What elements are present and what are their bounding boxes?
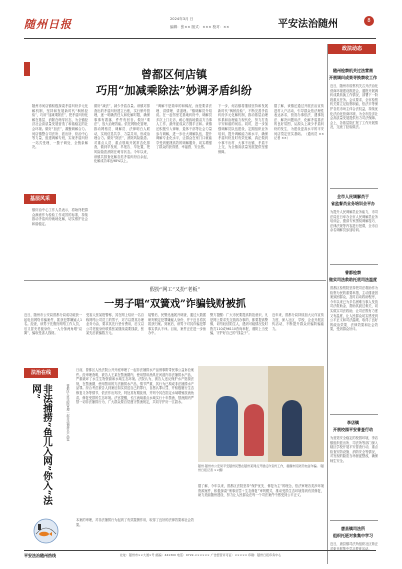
column-divider [327, 44, 328, 564]
fishing-illustration [24, 516, 68, 546]
left-feature-section-label: 法治在线 [24, 368, 58, 378]
photo-caption: 随州·随州市公安局平安随州民警在随州某网点开展反诈宣传工作，提醒市民防范电信诈骗。（随州日报记者 ××摄） [198, 464, 324, 472]
second-story-col-2: 受害人张某报警称，其在网上结识一名自称网络公司员工的男子，对方以帮其办理业务为由，要求其先行垫付费用，后又以公司老板身份联系张某继续索要钱款，张某先后被骗数万元。 [86, 313, 144, 336]
right-column [330, 42, 378, 562]
right-item-5-body: 近日，唐县镇司法所组织社区矫正对象开展集中学习教育活动。 [330, 542, 378, 551]
right-item-3-headline-1: 曾都检察 [345, 270, 361, 275]
section-divider [24, 280, 326, 281]
right-item-1-body: 近日，随州市检察机关召开法治化营商环境建设推进会，通报开展调纠成果转换工作情况，部署下一阶段重点任务。会议要求，全市检察机关要立足检察职能，依法平等保护各类市场主体合法权益，持续优化法治化营商环境，为全市经济社会高质量发展提供有力司法保障。会上，各基层院汇报了工作开展情况，交流了经验做法。 [330, 84, 378, 130]
second-story-col-4: 警方提醒：广大市民要提高防范意识，凡是网上要求先交钱再办事的，都要提高警惕，切勿轻信陌生人，遇到可疑情况及时拨打110或96110咨询举报，谨防上当受骗，守护好自己的“钱袋子”。 [210, 313, 268, 336]
right-item-2-body: 为提升人民调解员业务能力，市司法局近日举办全市人民调解员业务培训会，邀请专家围绕调解技巧、法律法规等内容进行授课，全市百余名调解员参加培训。 [330, 210, 378, 233]
top-story-col-1: 随州市何店镇积极探索矛盾纠纷多元化解机制，坚持和发展新时代“枫桥经验”，巧用“加减乘除法”，把矛盾纠纷化解在基层、消除在萌芽状态，为全镇经济社会高质量发展营造了和谐稳定的社会环境。做好“加法”，凝聚调解合力。何店镇整合司法所、派出所、综治中心等力量，组建调解专班，实现矛盾纠纷一站式受理、一揽子调处、全链条解决。 [32, 104, 88, 150]
top-story-section-label: 基层风采 [24, 194, 56, 204]
right-item-2-headline-2: 省监督员业务培训会平办 [331, 201, 375, 206]
right-item-1-headline-2: 开展调纠成果寻换察收工作 [329, 75, 377, 80]
right-divider-3 [330, 414, 378, 415]
top-story-headline-1: 曾都区何店镇 [141, 68, 207, 81]
photo-person-1 [216, 396, 238, 456]
right-divider-4 [330, 520, 378, 521]
left-feature-body-2: 本案的审理，对非法捕捞行为起到了有效震慑作用，取得了良好的法律效果和社会效果。 [76, 518, 194, 527]
footer-title: 平安法治随州热线 [24, 553, 56, 558]
right-item-1-headline-1: 随州检察机关过法营商 [333, 68, 373, 73]
page-number-badge [364, 16, 374, 26]
newspaper-logo: 随州日报 [24, 18, 72, 31]
second-story-col-5: 近年来，曾都分局持续加大反诈宣传力度，深入社区、学校、企业开展宣传活动，不断提升群众识骗防骗能力。 [272, 313, 324, 331]
top-story-col-4: 下一步，何店镇将继续坚持和发展新时代“枫桥经验”，不断完善矛盾纠纷多元化解机制，推动基层治理体系和治理能力现代化，努力打造平安和谐的何店。同时，进一步加强调解员队伍建设，定期组织业务培训，提升调解能力和水平，确保矛盾纠纷及时有效化解，真正做到小事不出村、大事不出镇、矛盾不上交，为全镇高质量发展提供坚强保障。 [218, 104, 268, 154]
right-divider-2 [330, 264, 378, 265]
right-item-5-headline-1: 唐县镇司法所 [341, 526, 365, 531]
left-feature-body-3: 据了解，今年以来，曾都区法院坚持“保护优先、修复为主”的理念，依法审理各类涉环境资源案件，积极探索“刑事惩罚＋生态修复”审判模式，推动受损生态环境得到有效修复，助力美丽随州建设，努力让人民群众在每一个司法案件中感受到公平正义。 [198, 484, 324, 498]
right-divider-1 [330, 188, 378, 189]
right-item-4-body: 为营造安全稳定的校园环境，李店镇组织派出所、司法所等部门深入辖区学校开展平安普查行动，重点检查安防设施、消防安全等情况，对发现的隐患当场督促整改，确保师生安全。 [330, 436, 378, 463]
top-story-col-2: 做好“减法”，减少矛盾存量。该镇对排查出的矛盾纠纷建立台账，实行销号管理，逐一明确责任人和化解时限，确保事事有着落、件件有回音。做好“乘法”，放大治理效能。依托网格化管理，推动网格员、调解员、法律明白人联动，实现信息共享、力量共用，形成治理合力。做好“除法”，消除风险隐患。对重点人员、重点领域开展常态化排查，做到早发现、早报告、早处置，把风险隐患消除在萌芽状态。今年以来，该镇共排查化解各类矛盾纠纷百余起，化解成功率达98%以上。 [94, 104, 150, 164]
right-section-label: 政法动态 [328, 44, 376, 54]
top-story-col-1b: 镇综治中心工作人员表示，将始终把群众满意作为检验工作成效的标准，持续推动矛盾纠纷就地化解，切实维护社会和谐稳定。 [32, 208, 88, 226]
photo-person-2 [244, 404, 264, 456]
masthead-rule [24, 38, 376, 39]
top-story-col-5: 据了解，该镇还通过开展法治宣传进村入户活动，引导群众依法理性表达诉求，营造办事依法、遇事找法、解决问题用法、化解矛盾靠法的良好氛围，从源头上减少矛盾纠纷的发生，为建设更高水平的平安何店奠定坚实基础。（通讯员 ×× 记者 ××） [274, 104, 324, 141]
fish-net-icon [24, 516, 68, 546]
footer-rule [24, 550, 376, 551]
footer-lines: 社址：随州市××大道×号 邮编：441300 电话：0722-×××××× 广告经营许可证：××××× 印刷：随州日报印务中心 [120, 553, 282, 557]
edition-line: 编辑：张×× 版式：××× 校对：×× [170, 25, 230, 29]
right-item-4-headline-2: 开展校园平安普查行动 [333, 427, 373, 432]
second-story-col-3: 接警后，民警迅速展开调查，通过大数据研判锁定犯罪嫌疑人身份，并于近日将其抓获归案。到案后，该男子对其诈骗犯罪事实供认不讳。目前，案件正在进一步侦办中。 [148, 313, 206, 336]
second-story-kicker: 假扮“网工”又扮“老板” [149, 287, 201, 293]
right-item-3-body: 曾都区检察院坚持把司法救助作为检察为民的重要举措，主动排查因案致困群众，及时启动救助程序，今年以来已为多名困难当事人发放司法救助金，帮助其渡过难关，切实做实司法救助，让司法既有力度又有温度，让人民群众切实感受到公平正义和司法温暖，取得了良好的政治效果、法律效果和社会效果，受到群众好评。 [330, 286, 378, 332]
top-story [24, 42, 324, 280]
left-feature-headline-vertical: 非法捕捞“鱼儿入网”你入“法网” [30, 384, 52, 505]
page-number: 8 [367, 18, 371, 24]
left-feature-body-1: 日前，曾都区人民法院公开开庭审理了一起非法捕捞水产品刑事附带民事公益诉讼案件。经审理查明，被告人王某在禁渔期内，使用禁用渔具在河道内非法捕捞水产品，严重破坏了水生生物资源和水域生态环境。法院认为，被告人违反保护水产资源法规，在禁渔期、使用禁用的方法捕捞水产品，情节严重，其行为已构成非法捕捞水产品罪。综合考虑被告人到案后如实供述自己的罪行，自愿认罪认罚，并积极履行生态修复义务等情节，依法作出判决，判处其有期徒刑，并判令其在指定水域增殖放流鱼苗，修复受损的生态环境。法官提醒，长江流域重点水域实行十年禁渔，禁渔期内严禁一切非法捕捞行为，广大群众要自觉遵守禁渔规定，共同守护好一江碧水。 [76, 368, 194, 405]
second-story-col-1: 近日，随州市公安局曾都分局成功破获一起电信网络诈骗案件，抓获犯罪嫌疑人1名。经查，该男子先假扮网络工作人员，后又冒充老板身份，一人分饰两角唱“双簧”，骗取受害人钱财。 [24, 313, 82, 336]
date-line: 2024年3月 日 [170, 17, 194, 21]
left-feature-sidebar-text: 曾都区人民法院审理一起非法捕捞水产品案 [66, 384, 70, 441]
top-story-col-3: “调解不是简单的和稀泥，而是要讲法理、讲情理、讲道理。”镇调解员介绍说。在一起邻里宅基地纠纷中，调解员多次上门走访，耐心细致地做双方当事人工作，最终促成双方握手言和。该镇还积极引入律师、退休干部等社会力量参与调解，进一步壮大调解队伍，提升调解专业化水平，让群众在家门口就能享受到便捷高效的调解服务，切实增强了群众的获得感、幸福感、安全感。 [156, 104, 212, 150]
second-story-headline: 一男子唱“双簧戏”诈骗钱财被抓 [104, 299, 246, 310]
right-item-4-headline-1: 李店镇 [347, 420, 359, 425]
right-item-3-headline-2: 做实司法救助托底司法温度 [329, 277, 377, 282]
masthead [0, 0, 402, 42]
section-title: 平安法治随州 [278, 19, 338, 30]
photo-person-3 [282, 400, 302, 456]
right-item-2-headline-1: 全市人民调解员于 [337, 194, 369, 199]
anti-fraud-photo [198, 366, 324, 462]
right-item-5-headline-2: 组织托班对象集中学习 [333, 533, 373, 538]
top-story-headline-2: 巧用“加减乘除法”妙调矛盾纠纷 [96, 84, 252, 97]
